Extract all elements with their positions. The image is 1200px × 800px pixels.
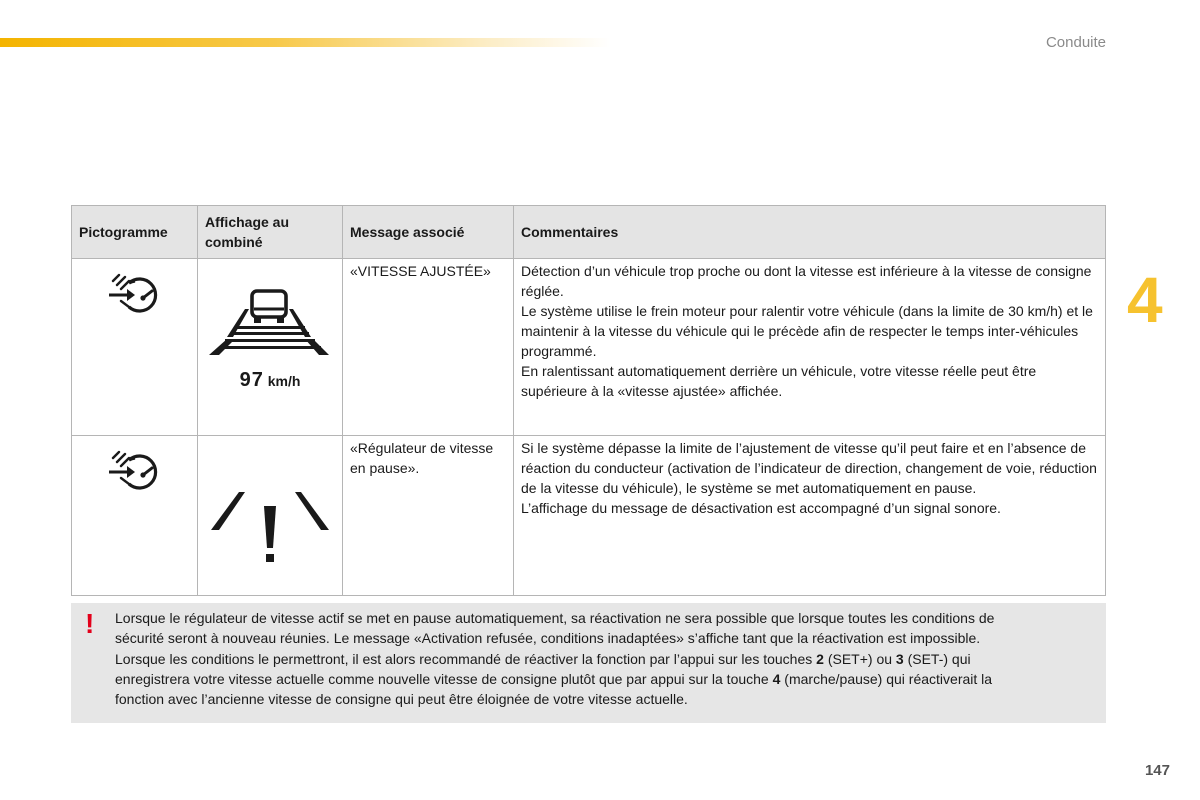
warning-exclamation-icon: ! (85, 608, 95, 639)
warning-box (71, 603, 1106, 723)
header-display: Affichage au combiné (198, 206, 343, 259)
key-number: 3 (895, 650, 904, 667)
comments-cell (514, 259, 1106, 436)
header-message: Message associé (343, 206, 514, 259)
header-comments: Commentaires (514, 206, 1106, 259)
warning-text-line (115, 669, 1086, 689)
comment-paragraph: En ralentissant automatiquement derrière un véhicule, votre vitesse réelle peut être supérieure à la «vitesse ajustée» affichée. (521, 363, 1037, 399)
page-number: 147 (1144, 762, 1170, 779)
warning-text-part: enregistrera votre vitesse actuelle comme nouvelle vitesse de consigne plutôt que par appui sur la touche (115, 670, 773, 687)
message-cell: «Régulateur de vitesse en pause». (343, 436, 514, 596)
display-cell (198, 436, 343, 596)
comment-paragraph: Si le système dépasse la limite de l’ajustement de vitesse qu’il peut faire et en l’absence de réaction du conducteur (activation de l’indicateur de direction, changement de voie, réduction de la vitesse du véhicule), le système se met automatiquement en pause. (521, 440, 1097, 496)
warning-text-line: Lorsque le régulateur de vitesse actif se met en pause automatiquement, sa réactivation ne sera possible que lorsque toutes les conditions de (115, 610, 995, 626)
warning-text-line: sécurité seront à nouveau réunies. Le message «Activation refusée, conditions inadaptées» s’affiche tant que la réactivation est impossible. (115, 630, 981, 647)
display-speed-value: 97 (239, 369, 264, 391)
pictogram-cell (72, 436, 198, 596)
header-pictogram: Pictogramme (72, 206, 198, 259)
key-number: 2 (816, 650, 824, 667)
warning-text-part: Lorsque les conditions le permettront, il est alors recommandé de réactiver la fonction par l’appui sur les touches (115, 650, 817, 667)
message-cell: «VITESSE AJUSTÉE» (343, 259, 514, 436)
comments-cell (514, 436, 1106, 596)
comment-paragraph: Le système utilise le frein moteur pour ralentir votre véhicule (dans la limite de 30 km/h) et le maintenir à la vitesse du véhicule qui le précède afin de respecter le temps inter-véhicules programmé. (521, 303, 1093, 359)
warning-text-part: (marche/pause) qui réactiverait la (780, 670, 993, 687)
vehicle-ahead-display-icon (205, 283, 335, 383)
chapter-number: 4 (1127, 264, 1163, 336)
header-accent-bar (0, 38, 610, 47)
pictogram-cell (72, 259, 198, 436)
key-number: 4 (772, 670, 781, 687)
warning-text-line: fonction avec l’ancienne vitesse de consigne qui peut être éloignée de votre vitesse actuelle. (115, 691, 688, 708)
warning-lanes-display-icon (205, 490, 335, 570)
adjusted-speed-regulator-icon (107, 446, 163, 490)
table-header-row (72, 206, 1106, 259)
table-row (72, 259, 1106, 436)
warning-text-part: (SET-) qui (903, 650, 971, 667)
display-speed-unit: km/h (267, 373, 301, 389)
warning-text-part: (SET+) ou (823, 650, 896, 667)
comment-paragraph: Détection d’un véhicule trop proche ou dont la vitesse est inférieure à la vitesse de consigne réglée. (521, 263, 1092, 299)
adjusted-speed-regulator-icon (107, 269, 163, 313)
comment-paragraph: L’affichage du message de désactivation est accompagné d’un signal sonore. (521, 500, 1001, 516)
display-cell (198, 259, 343, 436)
warning-text-line (115, 649, 1086, 669)
section-title: Conduite (1045, 34, 1106, 51)
table-row (72, 436, 1106, 596)
messages-table (71, 205, 1106, 596)
